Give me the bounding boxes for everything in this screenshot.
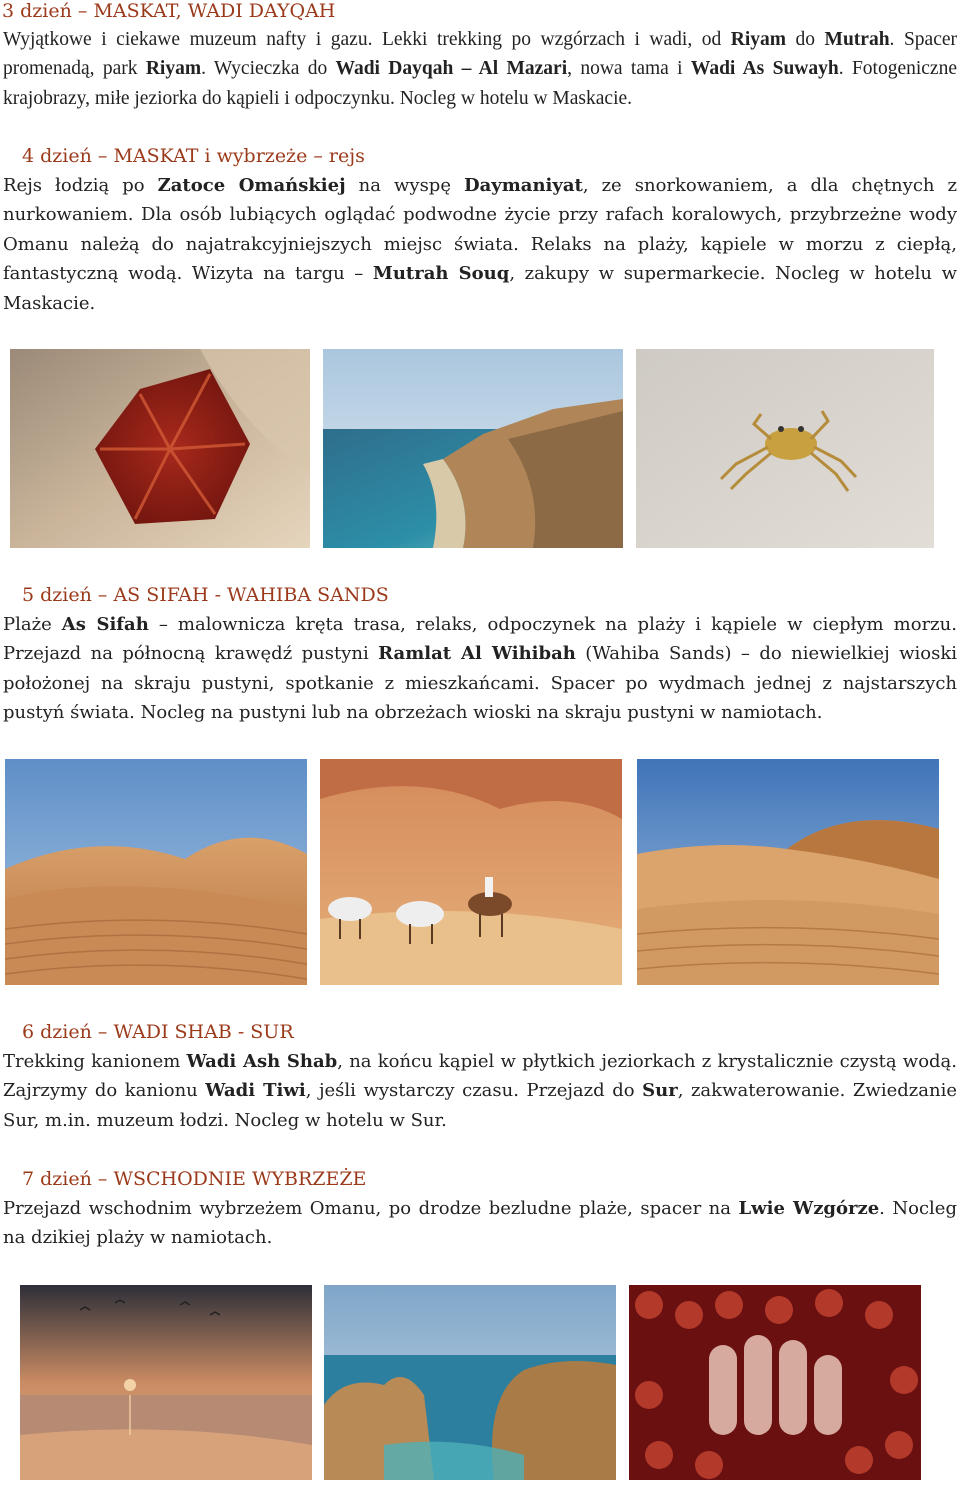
text-run: . Wycieczka do [201,58,336,80]
camels-photo [320,759,622,985]
rocky-coast-photo [324,1285,616,1480]
text-run: , nowa tama i [567,58,691,80]
day6-text [3,1047,957,1135]
day5-text [3,610,957,728]
bold-run: Wadi Tiwi [205,1080,306,1102]
text-run: , na końcu kąpiel w płytkich jeziorkach z krystalicznie czystą wodą. Zajrzymy do kanionu [3,1051,958,1102]
day4-title: 4 dzień – MASKAT i wybrzeże – rejs [22,145,365,167]
day7-title: 7 dzień – WSCHODNIE WYBRZEŻE [22,1168,367,1190]
starfish-photo [10,349,310,548]
day3-text [3,25,957,113]
bold-run: Ramlat Al Wihibah [378,643,576,665]
text-run: do [786,29,825,50]
day7-text [3,1194,957,1253]
day5-title: 5 dzień – AS SIFAH - WAHIBA SANDS [22,584,389,606]
text-run: – malownicza kręta trasa, relaks, odpoczynek na plaży i kąpiele w ciepłym morzu. Przejazd na północną krawędź pustyni [3,614,957,665]
bold-run: Wadi Ash Shab [186,1051,338,1072]
dunes-photo-right [637,759,939,985]
bold-run: Daymaniyat [464,175,583,196]
text-run: Rejs łodzią po [3,175,158,196]
bold-run: As Sifah [61,614,149,635]
bold-run: Lwie Wzgórze [738,1198,880,1219]
coastline-photo [323,349,623,548]
bold-run: Wadi As Suwayh [690,58,839,80]
text-run: Trekking kanionem [3,1051,187,1072]
text-run: (Wahiba Sands) – do niewielkiej wioski położonej na skraju pustyni, spotkanie z mieszkańcami. Spacer po wydmach jednej z najstarszych pustyń świata. Nocleg na pustyni lub na obrzeżach wioski na skraju pustyni w namiotach. [3,643,958,724]
text-run: Przejazd wschodnim wybrzeżem Omanu, po drodze bezludne plaże, spacer na [3,1198,739,1219]
crab-photo [636,349,934,548]
text-run: , jeśli wystarczy czasu. Przejazd do [305,1080,643,1102]
dunes-photo-left [5,759,307,985]
bold-run: Sur [642,1080,678,1102]
text-run: na wyspę [345,175,465,196]
bold-run: Wadi Dayqah – Al Mazari [335,58,568,80]
bold-run: Zatoce Omańskiej [157,175,346,196]
sunset-beach-photo [20,1285,312,1480]
bold-run: Mutrah [824,29,890,50]
sea-creature-photo [629,1285,921,1480]
day3-title: 3 dzień – MASKAT, WADI DAYQAH [2,0,336,22]
bold-run: Mutrah Souq [372,263,510,285]
text-run: , zakupy w supermarkecie. Nocleg w hotelu w Maskacie. [3,263,957,314]
text-run: . Nocleg na dzikiej plaży w namiotach. [3,1198,957,1249]
bold-run: Riyam [145,58,202,80]
day4-text [3,171,957,318]
day6-title: 6 dzień – WADI SHAB - SUR [22,1021,294,1043]
text-run: Wyjątkowe i ciekawe muzeum nafty i gazu. Lekki trekking po wzgórzach i wadi, od [3,29,731,50]
text-run: . Fotogeniczne krajobrazy, miłe jeziorka do kąpieli i odpoczynku. Nocleg w hotelu w Maskacie. [3,58,957,109]
text-run: . Spacer promenadą, park [3,29,957,80]
text-run: Plaże [3,614,62,635]
text-run: , zakwaterowanie. Zwiedzanie Sur, m.in. muzeum łodzi. Nocleg w hotelu w Sur. [3,1080,957,1131]
bold-run: Riyam [730,29,786,50]
text-run: , ze snorkowaniem, a dla chętnych z nurkowaniem. Dla osób lubiących oglądać podwodne życie przy rafach koralowych, przybrzeżne wody Omanu należą do najatrakcyjniejszych miejsc świata. Relaks na plaży, kąpiele w morzu z ciepłą, fantastyczną wodą. Wizyta na targu – [3,175,957,285]
